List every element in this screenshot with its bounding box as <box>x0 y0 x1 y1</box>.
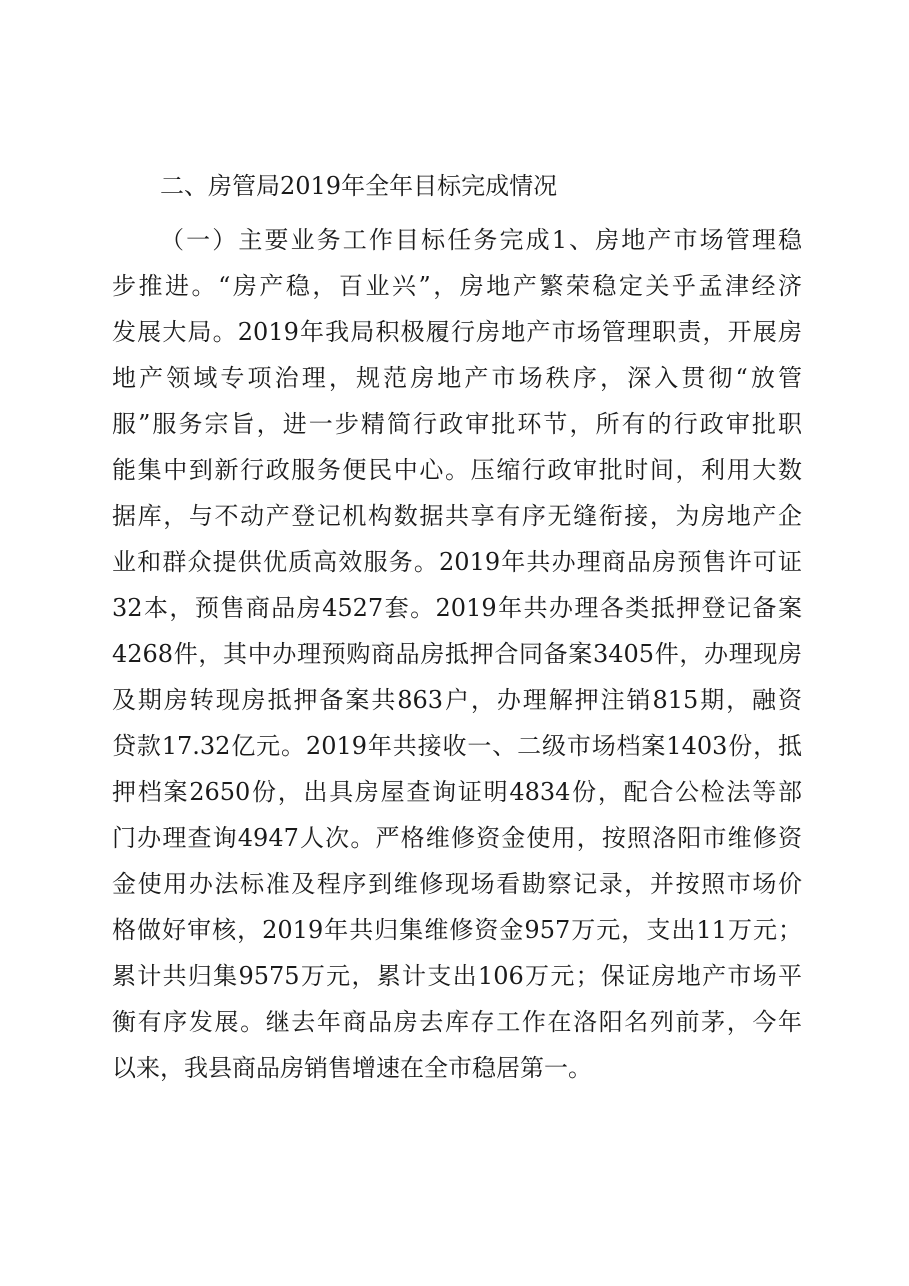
paragraph-line: 门办理查询4947人次。严格维修资金使用，按照洛阳市维修资 <box>112 824 802 852</box>
paragraph-line: 据库，与不动产登记机构数据共享有序无缝衔接，为房地产企 <box>112 502 802 530</box>
paragraph-line: 业和群众提供优质高效服务。2019年共办理商品房预售许可证 <box>112 548 802 576</box>
paragraph-line: （一）主要业务工作目标任务完成1、房地产市场管理稳 <box>160 226 802 254</box>
paragraph-line: 押档案2650份，出具房屋查询证明4834份，配合公检法等部 <box>112 778 802 806</box>
section-heading: 二、房管局2019年全年目标完成情况 <box>160 172 558 200</box>
paragraph-line: 衡有序发展。继去年商品房去库存工作在洛阳名列前茅，今年 <box>112 1008 802 1036</box>
paragraph-line: 4268件，其中办理预购商品房抵押合同备案3405件，办理现房 <box>112 640 802 668</box>
paragraph-last-line: 以来，我县商品房销售增速在全市稳居第一。 <box>112 1054 592 1082</box>
paragraph-line: 步推进。“房产稳，百业兴”，房地产繁荣稳定关乎孟津经济 <box>112 272 802 300</box>
paragraph-line: 贷款17.32亿元。2019年共接收一、二级市场档案1403份，抵 <box>112 732 802 760</box>
paragraph-line: 格做好审核，2019年共归集维修资金957万元，支出11万元； <box>112 916 802 944</box>
paragraph-line: 发展大局。2019年我局积极履行房地产市场管理职责，开展房 <box>112 318 802 346</box>
paragraph-line: 服”服务宗旨，进一步精简行政审批环节，所有的行政审批职 <box>112 410 802 438</box>
paragraph-line: 及期房转现房抵押备案共863户，办理解押注销815期，融资 <box>112 686 802 714</box>
paragraph-line: 能集中到新行政服务便民中心。压缩行政审批时间，利用大数 <box>112 456 802 484</box>
paragraph-line: 32本，预售商品房4527套。2019年共办理各类抵押登记备案 <box>112 594 802 622</box>
paragraph-line: 累计共归集9575万元，累计支出106万元；保证房地产市场平 <box>112 962 802 990</box>
paragraph-line: 地产领域专项治理，规范房地产市场秩序，深入贯彻“放管 <box>112 364 802 392</box>
paragraph-line: 金使用办法标准及程序到维修现场看勘察记录，并按照市场价 <box>112 870 802 898</box>
